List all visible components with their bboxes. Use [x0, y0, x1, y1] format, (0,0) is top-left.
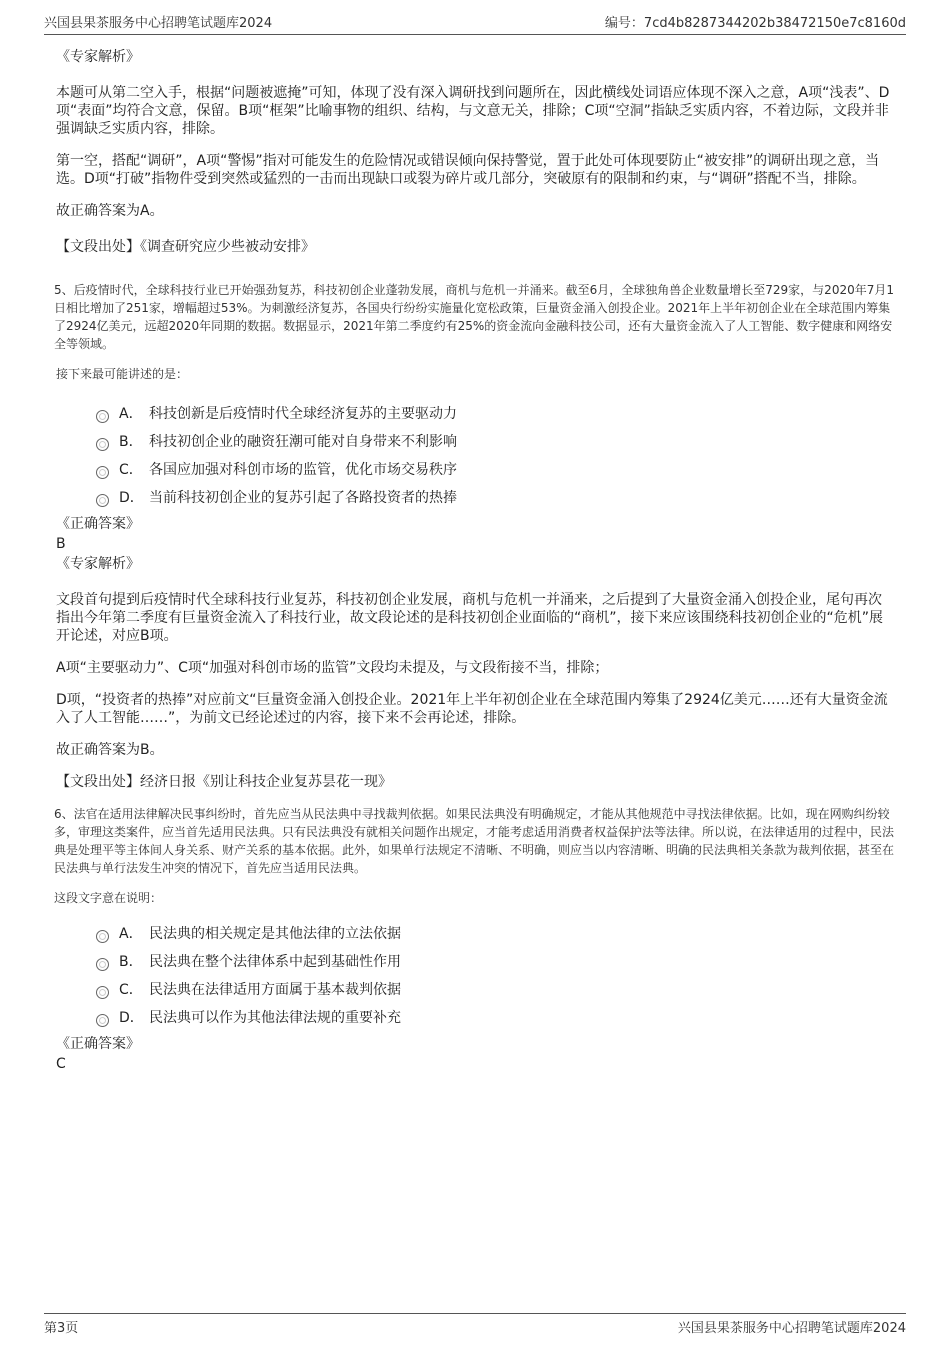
radio-icon[interactable] — [96, 438, 109, 451]
page-header — [44, 12, 906, 35]
option-c[interactable]: C． 民法典在法律适用方面属于基本裁判依据 — [96, 975, 894, 1003]
correct-answer: B — [56, 536, 66, 552]
analysis-conclusion: 故正确答案为A。 — [56, 203, 164, 219]
option-d[interactable]: D． 当前科技初创企业的复苏引起了各路投资者的热捧 — [96, 483, 894, 511]
option-list — [56, 919, 894, 1031]
question-prompt: 接下来最可能讲述的是： — [56, 367, 189, 381]
radio-icon[interactable] — [96, 986, 109, 999]
page-content — [56, 46, 894, 1073]
page-number: 第3页 — [44, 1321, 79, 1336]
document-id: 编号：7cd4b8287344202b38472150e7c8160d — [604, 16, 906, 31]
analysis-conclusion: 故正确答案为B。 — [56, 742, 164, 758]
analysis-paragraph: 本题可从第二空入手，根据“问题被遮掩”可知，体现了没有深入调研找到问题所在，因此横线处词语应体现不深入之意，A项“浅表”、D项“表面”均符合文意，保留。B项“框架”比喻事物的组织、结构，与文意无关，排除；C项“空洞”指缺乏实质内容，不着边际，文段并非强调缺乏实质内容，排除。 — [56, 85, 890, 137]
radio-icon[interactable] — [96, 494, 109, 507]
analysis-paragraph: 文段首句提到后疫情时代全球科技行业复苏，科技初创企业发展，商机与危机一并涌来，之后提到了大量资金涌入创投企业，尾句再次指出今年第二季度有巨量资金流入了科技行业，故文段论述的是科技初创企业面临的“商机”，接下来应该围绕科技初创企业的“危机”展开论述，对应B项。 — [56, 592, 884, 644]
radio-icon[interactable] — [96, 930, 109, 943]
option-a[interactable]: A． 民法典的相关规定是其他法律的立法依据 — [96, 919, 894, 947]
source-citation: 【文段出处】经济日报《别让科技企业复苏昙花一现》 — [56, 774, 392, 790]
footer-title: 兴国县果茶服务中心招聘笔试题库2024 — [677, 1321, 906, 1336]
correct-answer: C — [56, 1056, 66, 1072]
expert-analysis-label: 《专家解析》 — [56, 556, 140, 572]
radio-icon[interactable] — [96, 466, 109, 479]
option-list — [56, 399, 894, 511]
correct-answer-label: 《正确答案》 — [56, 1036, 140, 1052]
option-c[interactable]: C． 各国应加强对科创市场的监管，优化市场交易秩序 — [96, 455, 894, 483]
option-a[interactable]: A． 科技创新是后疫情时代全球经济复苏的主要驱动力 — [96, 399, 894, 427]
question-stem: 5、后疫情时代，全球科技行业已开始强劲复苏，科技初创企业蓬勃发展，商机与危机一并涌来。截至6月，全球独角兽企业数量增长至729家，与2020年7月1日相比增加了251家，增幅超过53%。为刺激经济复苏，各国央行纷纷实施量化宽松政策，巨量资金涌入创投企业。2021年上半年初创企业在全球范围内筹集了2924亿美元，远超2020年同期的数据。数据显示，2021年第二季度约有25%的资金流向金融科技公司，还有大量资金流入了人工智能、数字健康和网络安全等领域。 — [54, 283, 894, 351]
radio-icon[interactable] — [96, 410, 109, 423]
option-b[interactable]: B． 民法典在整个法律体系中起到基础性作用 — [96, 947, 894, 975]
analysis-paragraph: A项“主要驱动力”、C项“加强对科创市场的监管”文段均未提及，与文段衔接不当，排除； — [56, 660, 609, 676]
correct-answer-label: 《正确答案》 — [56, 516, 140, 532]
option-b[interactable]: B． 科技初创企业的融资狂潮可能对自身带来不利影响 — [96, 427, 894, 455]
analysis-paragraph: D项，“投资者的热捧”对应前文“巨量资金涌入创投企业。2021年上半年初创企业在全球范围内筹集了2924亿美元……还有大量资金流入了人工智能……”，为前文已经论述过的内容，接下来不会再论述，排除。 — [56, 692, 888, 726]
option-d[interactable]: D． 民法典可以作为其他法律法规的重要补充 — [96, 1003, 894, 1031]
expert-analysis-label: 《专家解析》 — [56, 49, 140, 65]
header-title: 兴国县果茶服务中心招聘笔试题库2024 — [44, 16, 273, 31]
analysis-paragraph: 第一空，搭配“调研”，A项“警惕”指对可能发生的危险情况或错误倾向保持警觉，置于此处可体现要防止“被安排”的调研出现之意，当选。D项“打破”指物件受到突然或猛烈的一击而出现缺口或裂为碎片或几部分，突破原有的限制和约束，与“调研”搭配不当，排除。 — [56, 153, 880, 187]
question-stem: 6、法官在适用法律解决民事纠纷时，首先应当从民法典中寻找裁判依据。如果民法典没有明确规定，才能从其他规范中寻找法律依据。比如，现在网购纠纷较多，审理这类案件，应当首先适用民法典。只有民法典没有就相关问题作出规定，才能考虑适用消费者权益保护法等法律。所以说，在法律适用的过程中，民法典是处理平等主体间人身关系、财产关系的基本依据。此外，如果单行法规定不清晰、不明确，则应当以内容清晰、明确的民法典相关条款为裁判依据，甚至在民法典与单行法发生冲突的情况下，首先应当适用民法典。 — [54, 807, 895, 875]
question-prompt: 这段文字意在说明： — [54, 891, 163, 905]
source-citation: 【文段出处】《调查研究应少些被动安排》 — [56, 239, 315, 255]
radio-icon[interactable] — [96, 1014, 109, 1027]
page-footer — [44, 1313, 906, 1336]
radio-icon[interactable] — [96, 958, 109, 971]
